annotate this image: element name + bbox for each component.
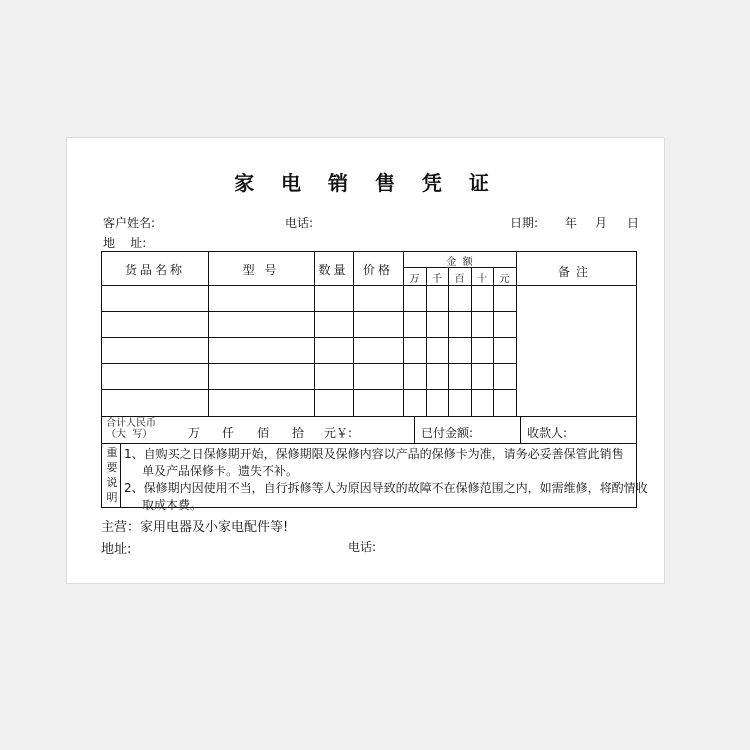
amount-unit-wan: 万 [409, 274, 420, 285]
important-notes-side-label: 重 要 说 明 [106, 446, 118, 504]
note-1-line-1: 1、自购买之日保修期开始，保修期限及保修内容以产品的保修卡为准，请务必妥善保管此销售 [124, 447, 624, 461]
header-goods-name: 货品名称 [124, 263, 185, 277]
amount-unit-qian: 千 [432, 274, 442, 285]
date-month: 月 [595, 216, 608, 230]
customer-name-label: 客户姓名: [103, 216, 156, 230]
phone-label: 电话: [285, 216, 314, 230]
header-remarks: 备注 [557, 265, 594, 279]
main-business-line: 主营：家用电器及小家电配件等! [101, 520, 289, 535]
total-shi: 拾 [292, 426, 305, 440]
header-amount: 金 额 [446, 257, 473, 268]
date-label: 日期: [510, 216, 539, 230]
header-quantity: 数量 [318, 263, 349, 277]
header-price: 价格 [362, 263, 393, 277]
note-2-line-2: 取成本费。 [142, 498, 203, 512]
total-bai: 佰 [257, 426, 270, 440]
total-wan: 万 [188, 426, 201, 440]
amount-unit-shi: 十 [477, 274, 487, 285]
paid-amount-label: 已付金额: [421, 426, 474, 440]
total-rmb-label: 合计人民币 （大 写） [106, 418, 156, 440]
total-qian: 仟 [222, 426, 235, 440]
receiver-label: 收款人: [527, 426, 568, 440]
sales-receipt-form [66, 137, 665, 584]
amount-unit-bai: 百 [454, 274, 465, 285]
total-yuan: 元￥: [324, 426, 353, 440]
address-label: 地 址: [103, 236, 147, 250]
note-1-line-2: 单及产品保修卡。遗失不补。 [142, 464, 299, 478]
date-year: 年 [565, 216, 578, 230]
date-day: 日 [627, 216, 640, 230]
footer-address-label: 地址: [101, 542, 132, 557]
goods-table [101, 251, 648, 512]
note-2-line-1: 2、保修期内因使用不当，自行拆修等人为原因导致的故障不在保修范围之内，如需维修，将酌情收 [124, 481, 648, 495]
amount-unit-yuan: 元 [499, 274, 510, 285]
form-title: 家 电 销 售 凭 证 [234, 171, 499, 195]
header-model: 型 号 [242, 263, 280, 277]
footer-phone-label: 电话: [348, 540, 377, 554]
